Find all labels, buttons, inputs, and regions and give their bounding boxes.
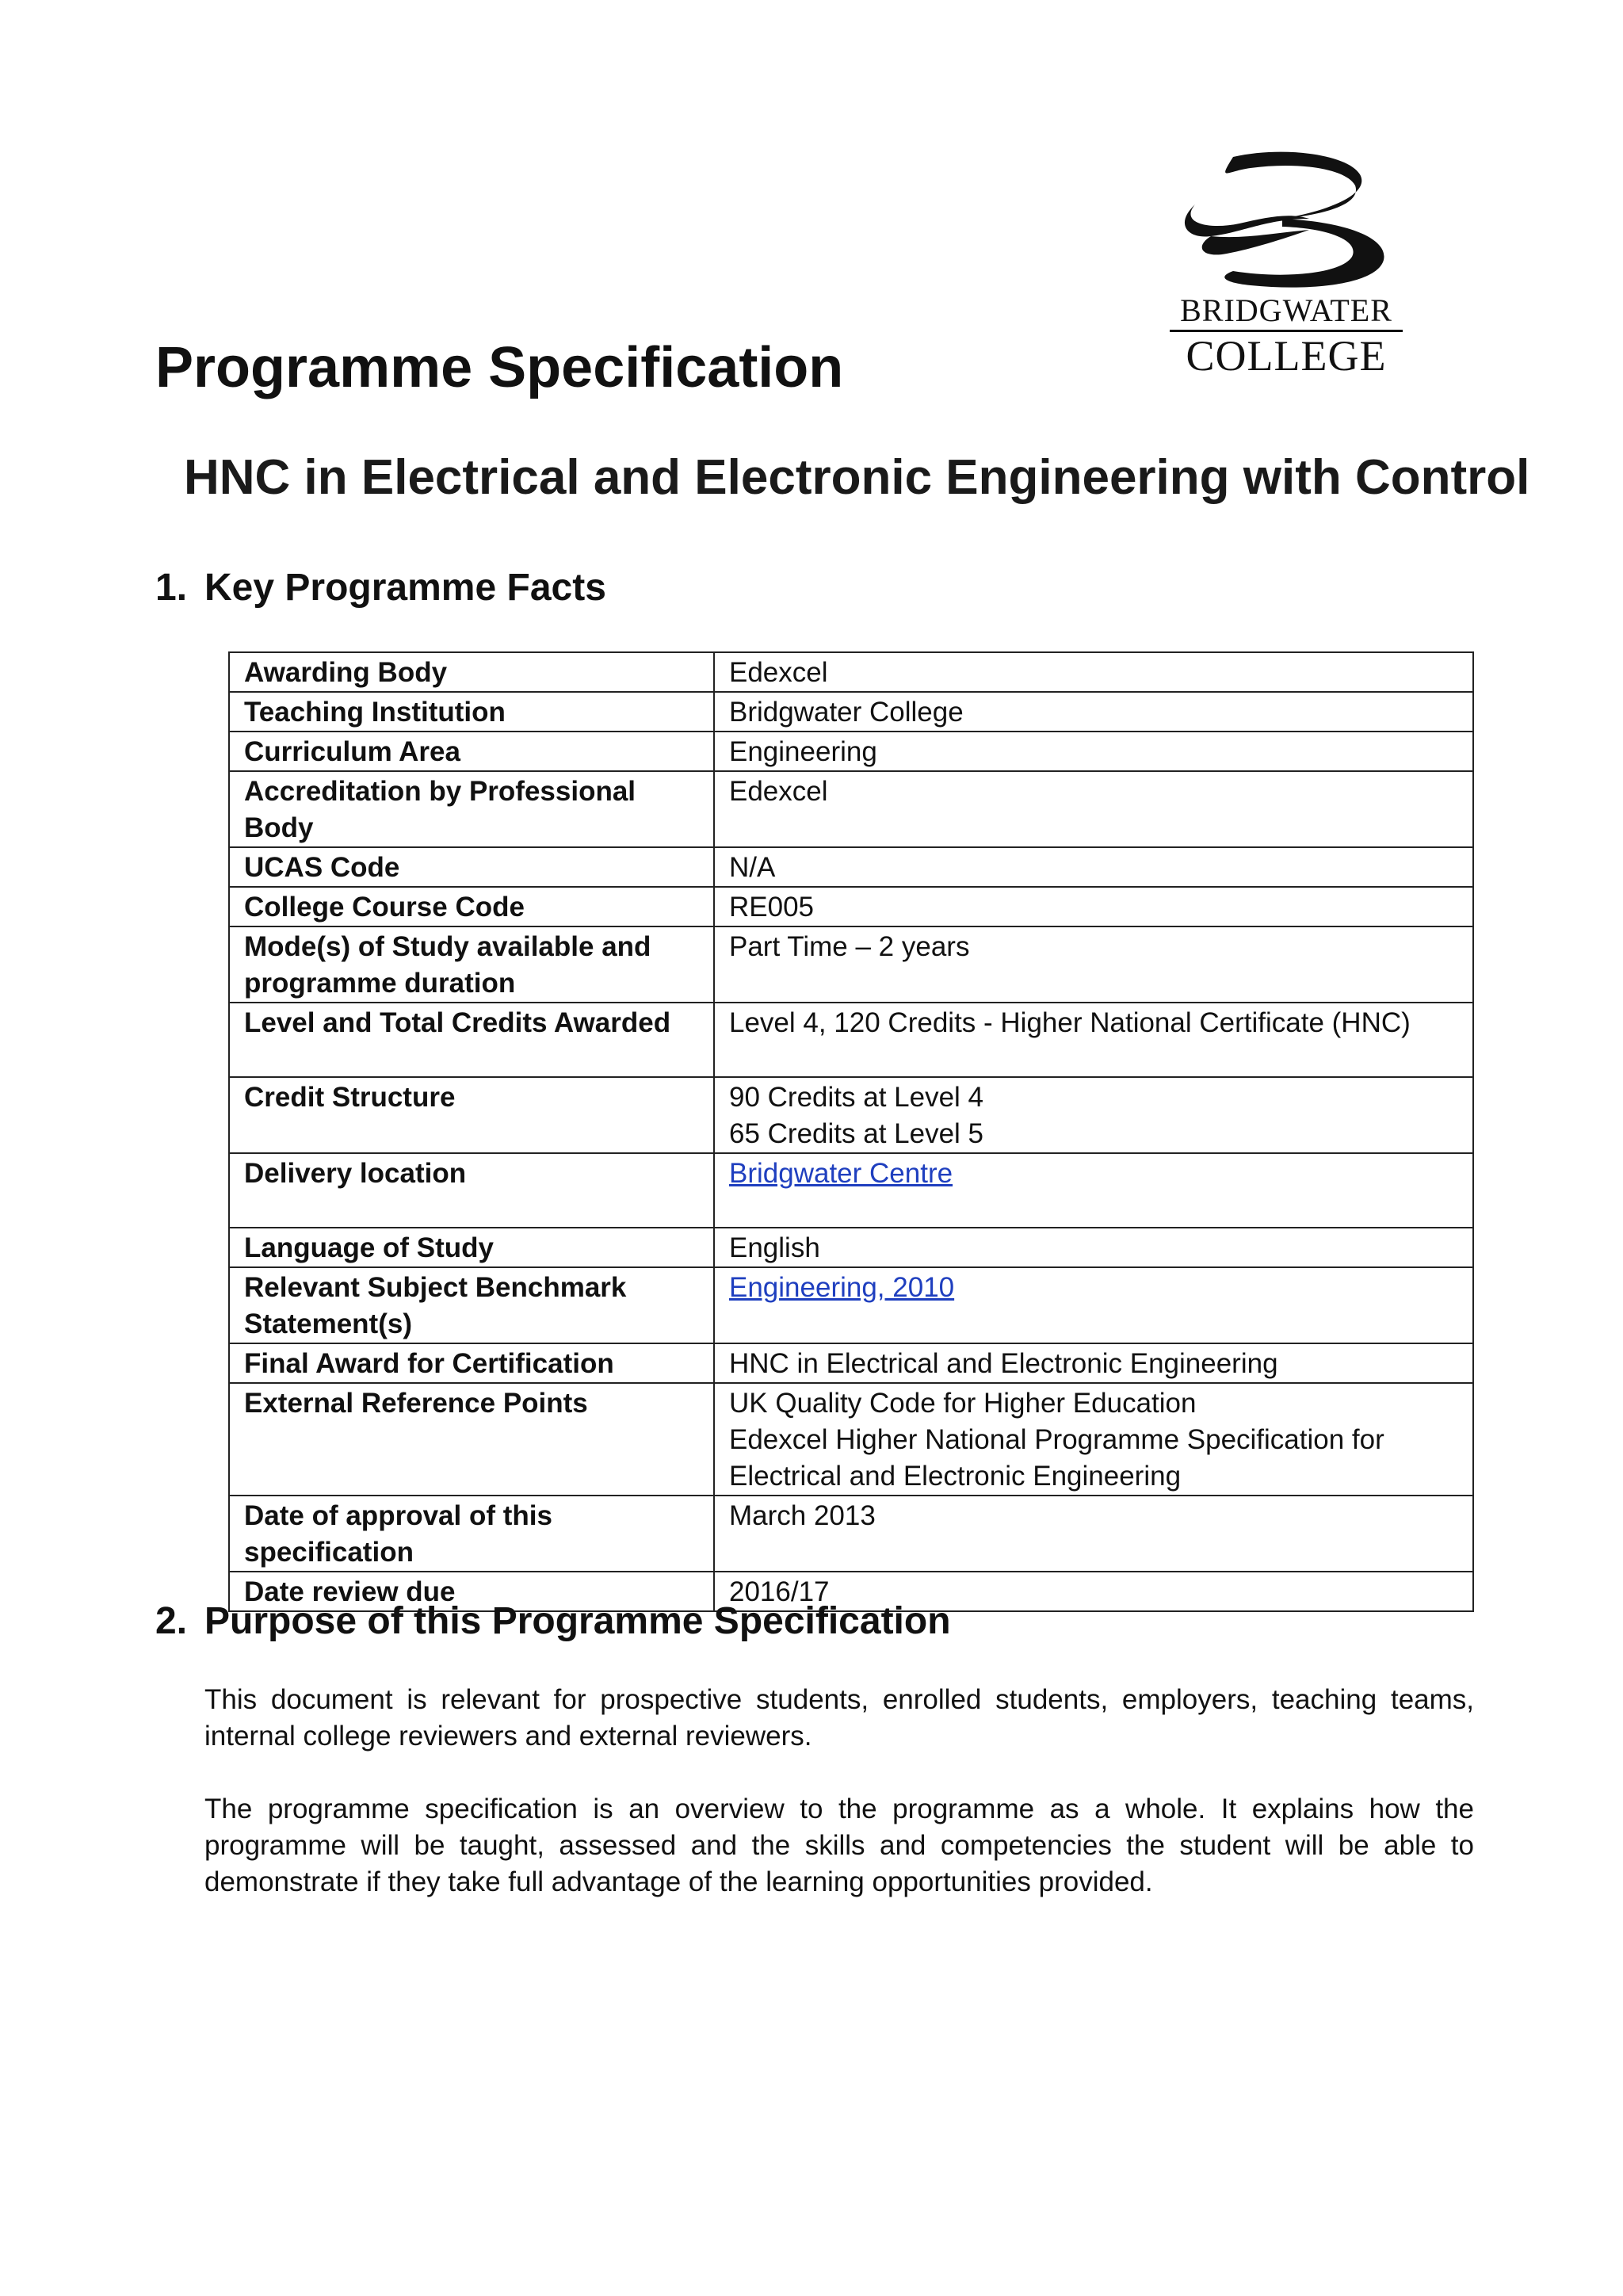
fact-value	[714, 887, 1473, 926]
fact-value	[714, 926, 1473, 1003]
fact-value-line: Part Time – 2 years	[729, 931, 970, 962]
fact-label: Mode(s) of Study available and programme duration	[229, 926, 714, 1003]
fact-value-line: Edexcel Higher National Programme Specification for Electrical and Electronic Engineering	[729, 1424, 1384, 1492]
fact-value	[714, 1228, 1473, 1267]
key-facts-table	[228, 651, 1474, 1612]
table-row	[229, 1343, 1473, 1383]
section-title: Purpose of this Programme Specification	[204, 1600, 951, 1642]
fact-value-link[interactable]: Bridgwater Centre	[729, 1158, 953, 1189]
table-row	[229, 1267, 1473, 1343]
section-number: 1.	[155, 567, 188, 609]
college-logo-emblem	[1163, 151, 1409, 289]
fact-label: Relevant Subject Benchmark Statement(s)	[229, 1267, 714, 1343]
key-facts-table-body	[229, 652, 1473, 1611]
fact-label: Credit Structure	[229, 1077, 714, 1153]
fact-label: UCAS Code	[229, 847, 714, 887]
fact-value	[714, 847, 1473, 887]
fact-label: Awarding Body	[229, 652, 714, 692]
fact-label: Curriculum Area	[229, 732, 714, 771]
fact-value	[714, 1343, 1473, 1383]
fact-label: Accreditation by Professional Body	[229, 771, 714, 847]
fact-label: External Reference Points	[229, 1383, 714, 1496]
fact-value	[714, 1496, 1473, 1572]
table-row	[229, 652, 1473, 692]
table-row	[229, 692, 1473, 732]
fact-value-line: N/A	[729, 852, 776, 883]
table-row	[229, 926, 1473, 1003]
fact-value	[714, 732, 1473, 771]
logo-text-bridgwater: BRIDGWATER	[1180, 292, 1392, 328]
section-heading-key-facts	[155, 569, 606, 607]
fact-label: Teaching Institution	[229, 692, 714, 732]
table-row	[229, 732, 1473, 771]
fact-value-line: HNC in Electrical and Electronic Engineering	[729, 1348, 1278, 1379]
fact-value-line: RE005	[729, 892, 815, 923]
logo-text-college: COLLEGE	[1186, 332, 1387, 380]
table-row	[229, 1003, 1473, 1077]
fact-value-line: Bridgwater College	[729, 697, 964, 728]
fact-label: Date review due	[229, 1572, 714, 1611]
fact-value-line: Level 4, 120 Credits - Higher National Certificate (HNC)	[729, 1007, 1411, 1038]
table-row	[229, 771, 1473, 847]
fact-value-line: 90 Credits at Level 4	[729, 1082, 984, 1113]
fact-label: College Course Code	[229, 887, 714, 926]
table-row	[229, 847, 1473, 887]
section-heading-purpose	[155, 1600, 951, 1642]
fact-label: Date of approval of this specification	[229, 1496, 714, 1572]
fact-value-link[interactable]: Engineering, 2010	[729, 1272, 955, 1303]
fact-value-line: English	[729, 1232, 820, 1263]
fact-value-line: March 2013	[729, 1500, 876, 1531]
section-title: Key Programme Facts	[204, 567, 606, 609]
fact-label: Language of Study	[229, 1228, 714, 1267]
purpose-paragraph-1: This document is relevant for prospective students, enrolled students, employers, teaching teams, internal college reviewers and external reviewers.	[204, 1684, 1474, 1752]
fact-value	[714, 1267, 1473, 1343]
fact-value	[714, 1383, 1473, 1496]
fact-label: Level and Total Credits Awarded	[229, 1003, 714, 1077]
section-number: 2.	[155, 1600, 188, 1642]
fact-label: Delivery location	[229, 1153, 714, 1228]
fact-value	[714, 1153, 1473, 1228]
page-title: Programme Specification	[155, 336, 844, 399]
table-row	[229, 1077, 1473, 1153]
table-row	[229, 1228, 1473, 1267]
college-logo	[1163, 151, 1409, 388]
table-row	[229, 887, 1473, 926]
fact-value-line: UK Quality Code for Higher Education	[729, 1388, 1197, 1419]
fact-value	[714, 1077, 1473, 1153]
purpose-paragraph-2: The programme specification is an overview to the programme as a whole. It explains how the programme will be taught, assessed and the skills and competencies the student will be able to demonstrate if they take full advantage of the learning opportunities provided.	[204, 1794, 1474, 1897]
fact-value-line: 2016/17	[729, 1576, 830, 1607]
fact-value-line: Edexcel	[729, 657, 828, 688]
table-row	[229, 1496, 1473, 1572]
fact-value	[714, 652, 1473, 692]
fact-value-line: Edexcel	[729, 776, 828, 807]
fact-value-line: Engineering	[729, 736, 877, 767]
fact-value	[714, 771, 1473, 847]
programme-subtitle: HNC in Electrical and Electronic Engineering with Control	[184, 450, 1530, 505]
fact-value-line: 65 Credits at Level 5	[729, 1118, 984, 1149]
table-row	[229, 1383, 1473, 1496]
fact-value	[714, 1003, 1473, 1077]
table-row	[229, 1153, 1473, 1228]
fact-value	[714, 692, 1473, 732]
fact-label: Final Award for Certification	[229, 1343, 714, 1383]
